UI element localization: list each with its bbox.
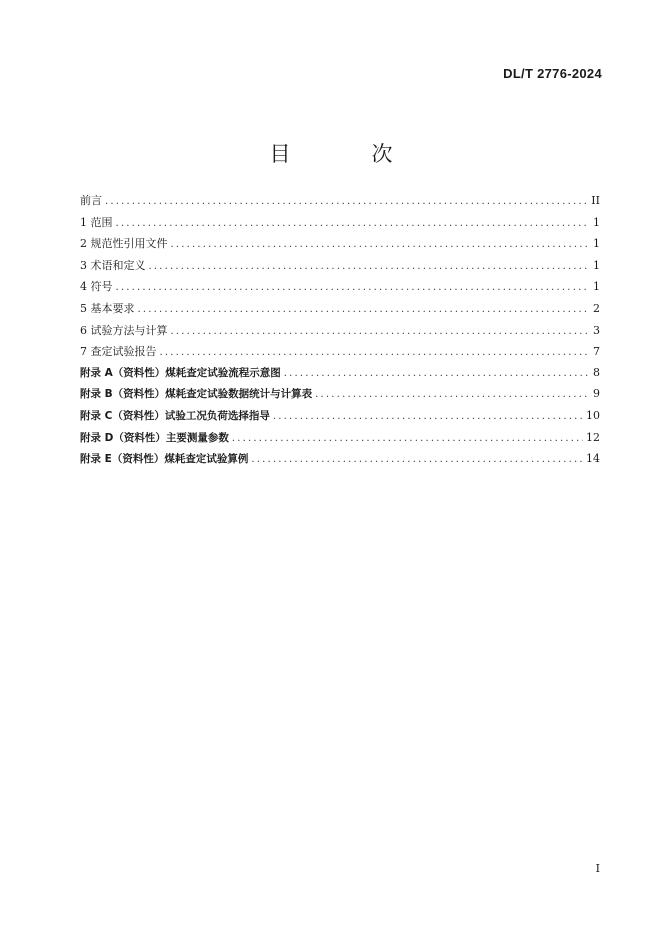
toc-entry-page-number: 1 [593, 280, 600, 294]
toc-dot-leader [138, 304, 590, 315]
toc-entry[interactable] [80, 192, 600, 214]
toc-entry-page-number: 7 [593, 345, 600, 359]
standard-code: DL/T 2776-2024 [503, 66, 602, 81]
toc-dot-leader [315, 389, 589, 400]
toc-entry-label: 前言 [80, 194, 102, 207]
toc-entry-page-number: 3 [593, 323, 600, 337]
toc-entry-label: 附录 C（资料性）试验工况负荷选择指导 [80, 409, 270, 422]
toc-dot-leader [116, 282, 590, 293]
toc-entry[interactable] [80, 257, 600, 279]
toc-entry-page-number: 1 [593, 215, 600, 229]
toc-entry[interactable] [80, 343, 600, 365]
page-number: I [595, 862, 600, 875]
table-of-contents [80, 192, 600, 473]
toc-entry[interactable] [80, 235, 600, 257]
toc-dot-leader [116, 218, 590, 229]
toc-entry-label: 附录 E（资料性）煤耗查定试验算例 [80, 453, 249, 466]
toc-dot-leader [232, 433, 583, 444]
toc-entry[interactable] [80, 451, 600, 473]
toc-entry-label: 6 试验方法与计算 [80, 323, 168, 337]
toc-entry-label: 附录 A（资料性）煤耗查定试验流程示意图 [80, 366, 281, 379]
toc-dot-leader [171, 239, 590, 250]
toc-dot-leader [251, 454, 583, 465]
toc-entry[interactable] [80, 214, 600, 236]
toc-entry[interactable] [80, 386, 600, 408]
toc-dot-leader [273, 411, 583, 422]
toc-entry-label: 附录 B（资料性）煤耗查定试验数据统计与计算表 [80, 388, 313, 401]
toc-entry[interactable] [80, 278, 600, 300]
toc-entry[interactable] [80, 430, 600, 452]
toc-entry[interactable] [80, 300, 600, 322]
toc-dot-leader [105, 196, 588, 207]
toc-entry-page-number: 1 [593, 258, 600, 272]
toc-entry-label: 5 基本要求 [80, 301, 135, 315]
toc-entry-label: 7 查定试验报告 [80, 345, 157, 359]
toc-entry-page-number: 12 [586, 430, 600, 444]
toc-dot-leader [160, 347, 590, 358]
toc-entry-label: 4 符号 [80, 280, 113, 294]
toc-dot-leader [171, 326, 590, 337]
toc-entry-page-number: 1 [593, 237, 600, 251]
toc-entry-page-number: 14 [586, 452, 600, 466]
toc-entry-page-number: 8 [593, 365, 600, 379]
toc-dot-leader [149, 261, 590, 272]
toc-entry-label: 1 范围 [80, 215, 113, 229]
toc-entry[interactable] [80, 322, 600, 344]
toc-entry-page-number: 2 [593, 301, 600, 315]
toc-entry[interactable] [80, 365, 600, 387]
toc-entry-page-number: II [591, 194, 600, 207]
toc-entry-page-number: 9 [593, 387, 600, 401]
toc-entry-label: 附录 D（资料性）主要测量参数 [80, 431, 229, 444]
toc-entry-label: 3 术语和定义 [80, 258, 146, 272]
toc-entry-label: 2 规范性引用文件 [80, 237, 168, 251]
toc-entry-page-number: 10 [586, 408, 600, 422]
toc-title: 目 次 [269, 142, 423, 166]
toc-entry[interactable] [80, 408, 600, 430]
toc-dot-leader [284, 368, 589, 379]
